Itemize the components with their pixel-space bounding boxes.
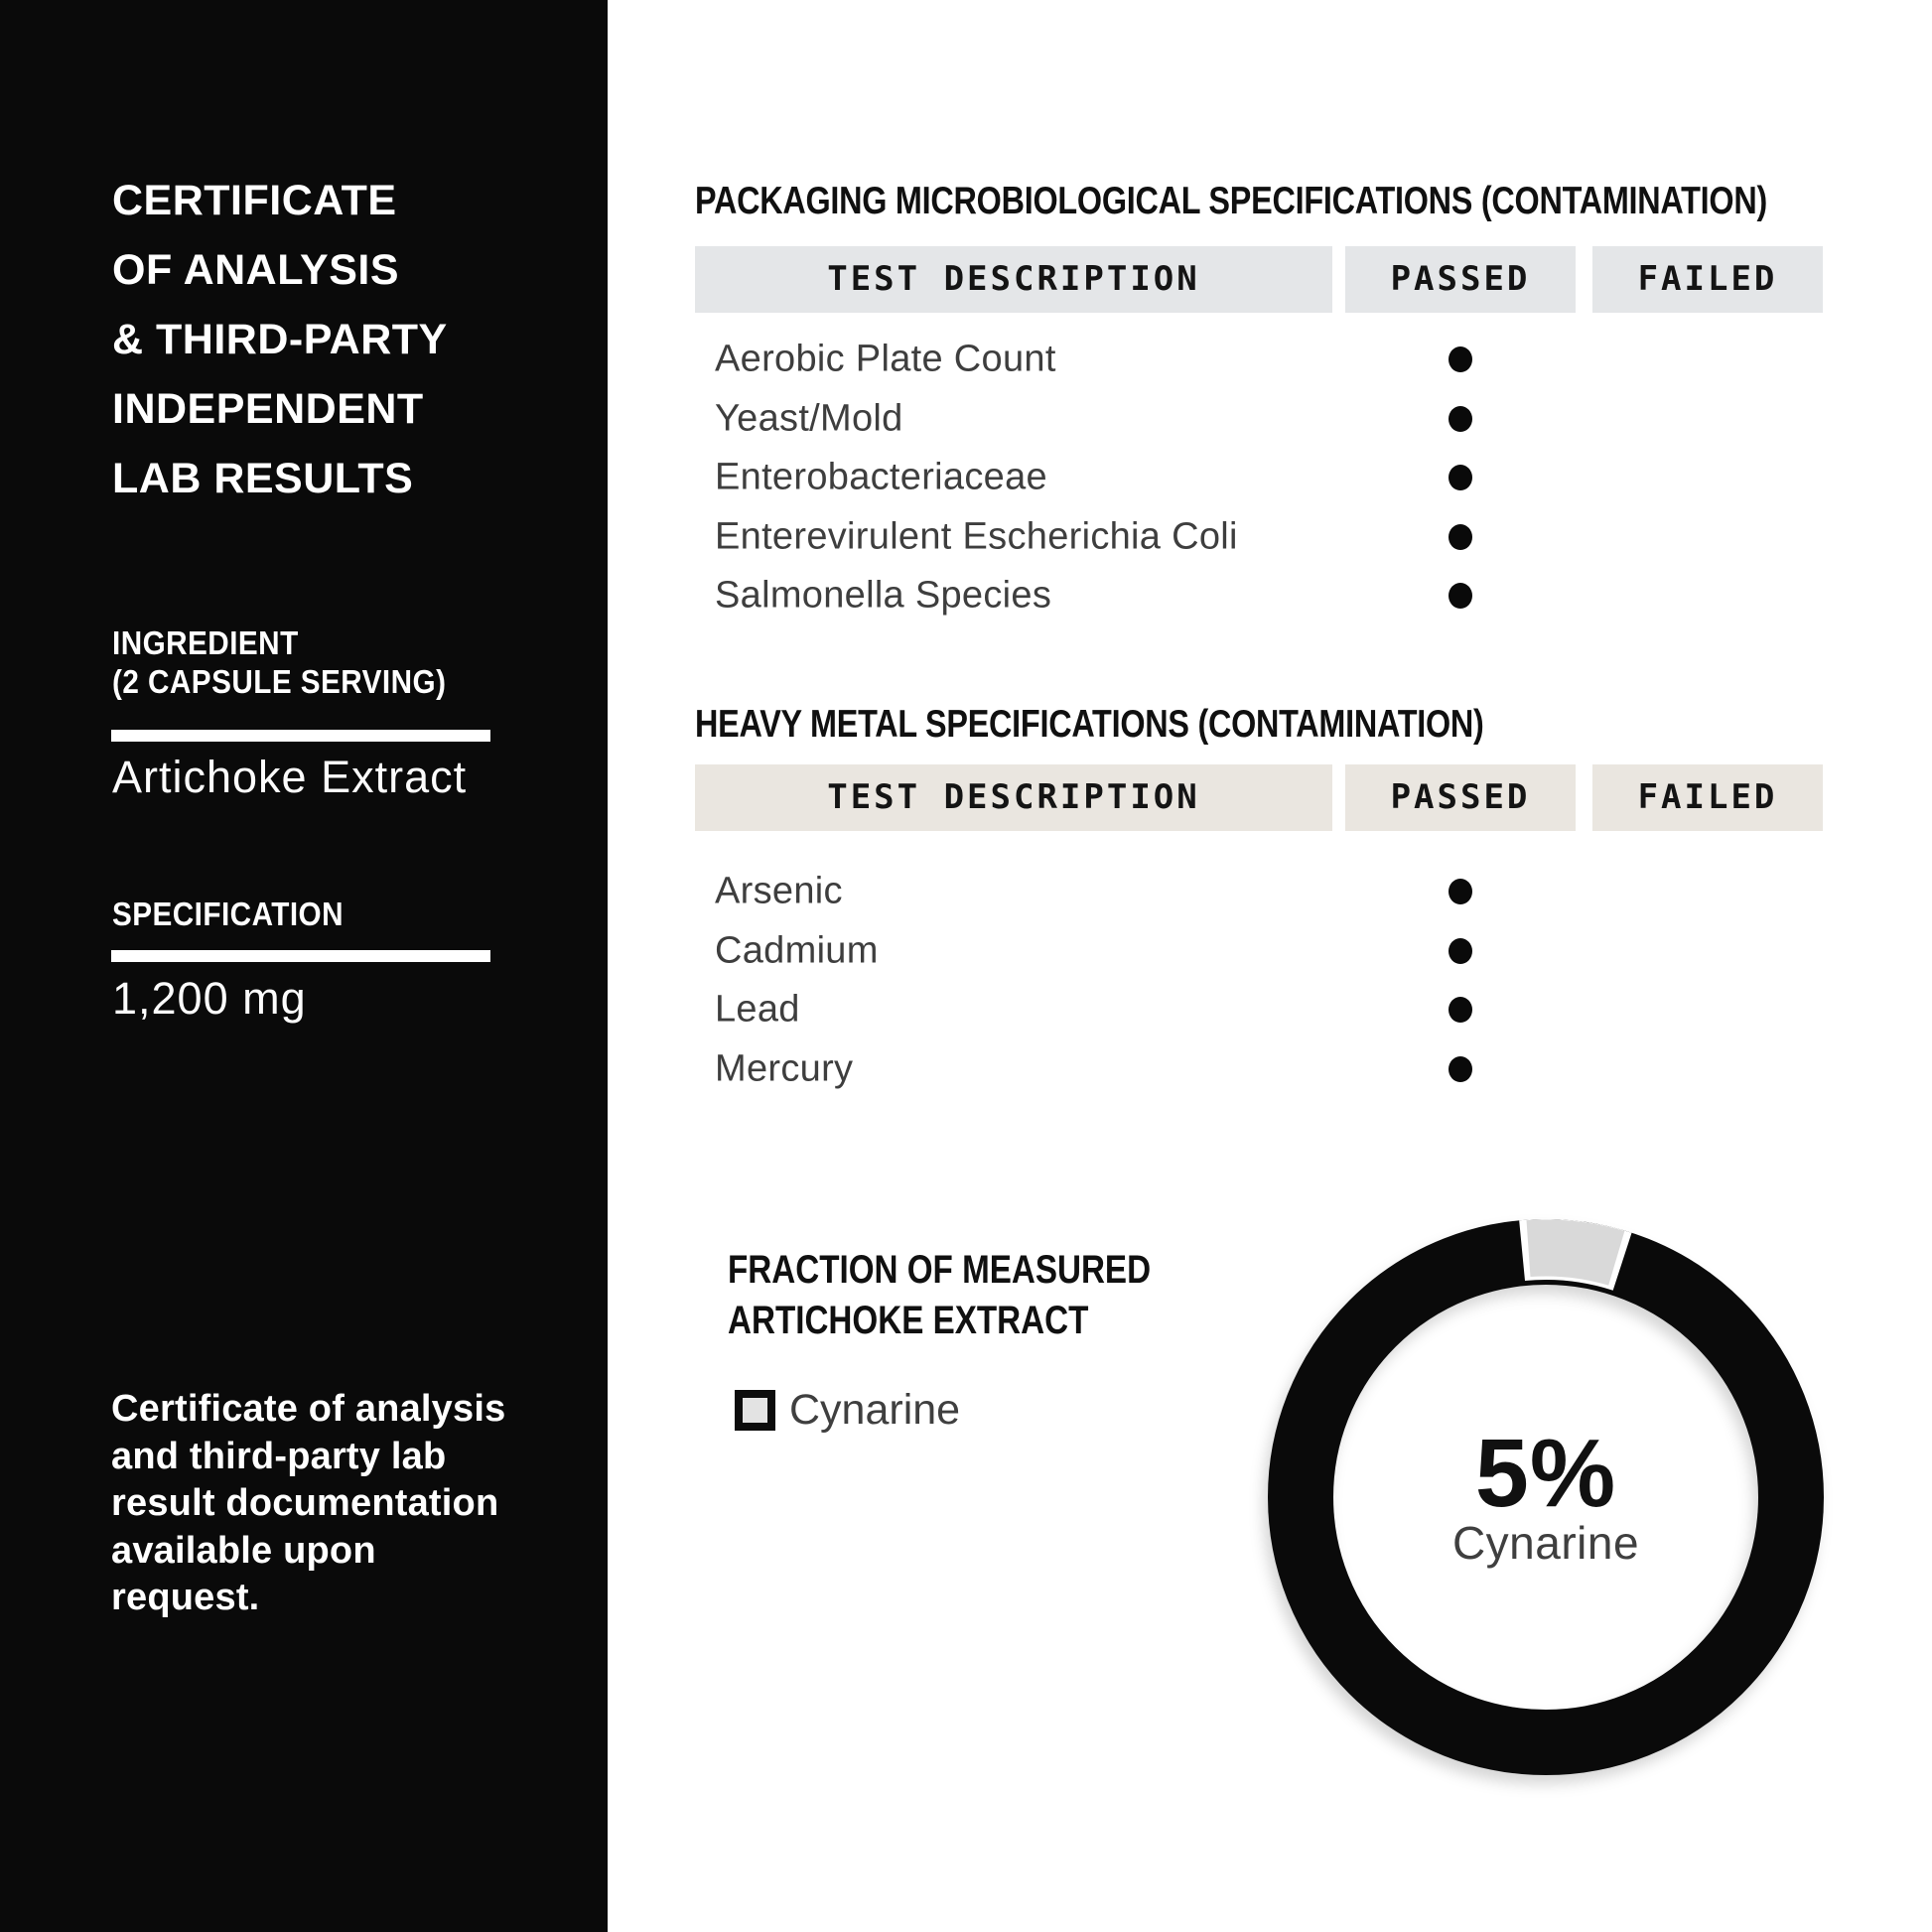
- specification-value: 1,200 mg: [112, 973, 307, 1024]
- test-description: Salmonella Species: [715, 574, 1052, 617]
- test-description: Yeast/Mold: [715, 397, 903, 440]
- table-row: [695, 507, 1823, 567]
- section-heading-heavy-metal: HEAVY METAL SPECIFICATIONS (CONTAMINATION): [695, 703, 1484, 746]
- column-header-test-description: TEST DESCRIPTION: [695, 246, 1332, 313]
- ingredient-label-line1: INGREDIENT: [112, 624, 299, 661]
- test-description: Aerobic Plate Count: [715, 338, 1056, 380]
- legend-swatch-cynarine: [735, 1390, 775, 1431]
- specification-divider: [111, 950, 490, 962]
- table-row: [695, 921, 1823, 981]
- result-dot-passed: [1449, 583, 1472, 609]
- title-line: OF ANALYSIS: [112, 246, 400, 294]
- test-description: Cadmium: [715, 929, 879, 972]
- section-heading-microbiological: PACKAGING MICROBIOLOGICAL SPECIFICATIONS (CONTAMINATION): [695, 180, 1767, 222]
- result-dot-passed: [1449, 1056, 1472, 1082]
- chart-title-line1: FRACTION OF MEASURED: [728, 1248, 1152, 1292]
- test-description: Lead: [715, 988, 800, 1031]
- table-row: [695, 389, 1823, 449]
- footnote-line: result documentation: [111, 1482, 499, 1524]
- test-description: Arsenic: [715, 870, 843, 912]
- test-description: Mercury: [715, 1047, 854, 1090]
- footnote-line: available upon: [111, 1529, 376, 1572]
- footnote-line: Certificate of analysis: [111, 1388, 506, 1430]
- ingredient-value: Artichoke Extract: [112, 752, 468, 802]
- donut-center-value: 5%: [1474, 1419, 1617, 1527]
- specification-label: SPECIFICATION: [112, 896, 345, 932]
- legend-label-cynarine: Cynarine: [789, 1386, 961, 1434]
- ingredient-divider: [111, 730, 490, 742]
- table-row: [695, 862, 1823, 921]
- result-dot-passed: [1449, 406, 1472, 432]
- donut-center-label: Cynarine: [1451, 1517, 1640, 1569]
- table-row: [695, 1039, 1823, 1099]
- result-dot-passed: [1449, 879, 1472, 904]
- test-description: Enterevirulent Escherichia Coli: [715, 515, 1238, 558]
- chart-title: [728, 1245, 1151, 1346]
- table-row: [695, 980, 1823, 1039]
- column-header-failed: FAILED: [1592, 246, 1823, 313]
- title-line: LAB RESULTS: [112, 455, 414, 502]
- chart-title-line2: ARTICHOKE EXTRACT: [728, 1299, 1089, 1342]
- column-header-passed: PASSED: [1345, 764, 1576, 831]
- title-line: & THIRD-PARTY: [112, 316, 448, 363]
- footnote: [111, 1386, 548, 1622]
- result-dot-passed: [1449, 938, 1472, 964]
- column-header-failed: FAILED: [1592, 764, 1823, 831]
- page-title: [112, 166, 448, 513]
- result-dot-passed: [1449, 465, 1472, 490]
- footnote-line: and third-party lab: [111, 1435, 447, 1477]
- ingredient-label: [112, 623, 446, 701]
- result-dot-passed: [1449, 346, 1472, 372]
- test-description: Enterobacteriaceae: [715, 456, 1047, 498]
- title-line: INDEPENDENT: [112, 385, 424, 433]
- table-row: [695, 448, 1823, 507]
- column-header-passed: PASSED: [1345, 246, 1576, 313]
- footnote-line: request.: [111, 1577, 260, 1618]
- ingredient-label-line2: (2 CAPSULE SERVING): [112, 663, 447, 700]
- result-dot-passed: [1449, 997, 1472, 1023]
- table-row: [695, 330, 1823, 389]
- table-row: [695, 566, 1823, 625]
- result-dot-passed: [1449, 524, 1472, 550]
- sidebar: [0, 0, 608, 1932]
- title-line: CERTIFICATE: [112, 177, 397, 224]
- column-header-test-description: TEST DESCRIPTION: [695, 764, 1332, 831]
